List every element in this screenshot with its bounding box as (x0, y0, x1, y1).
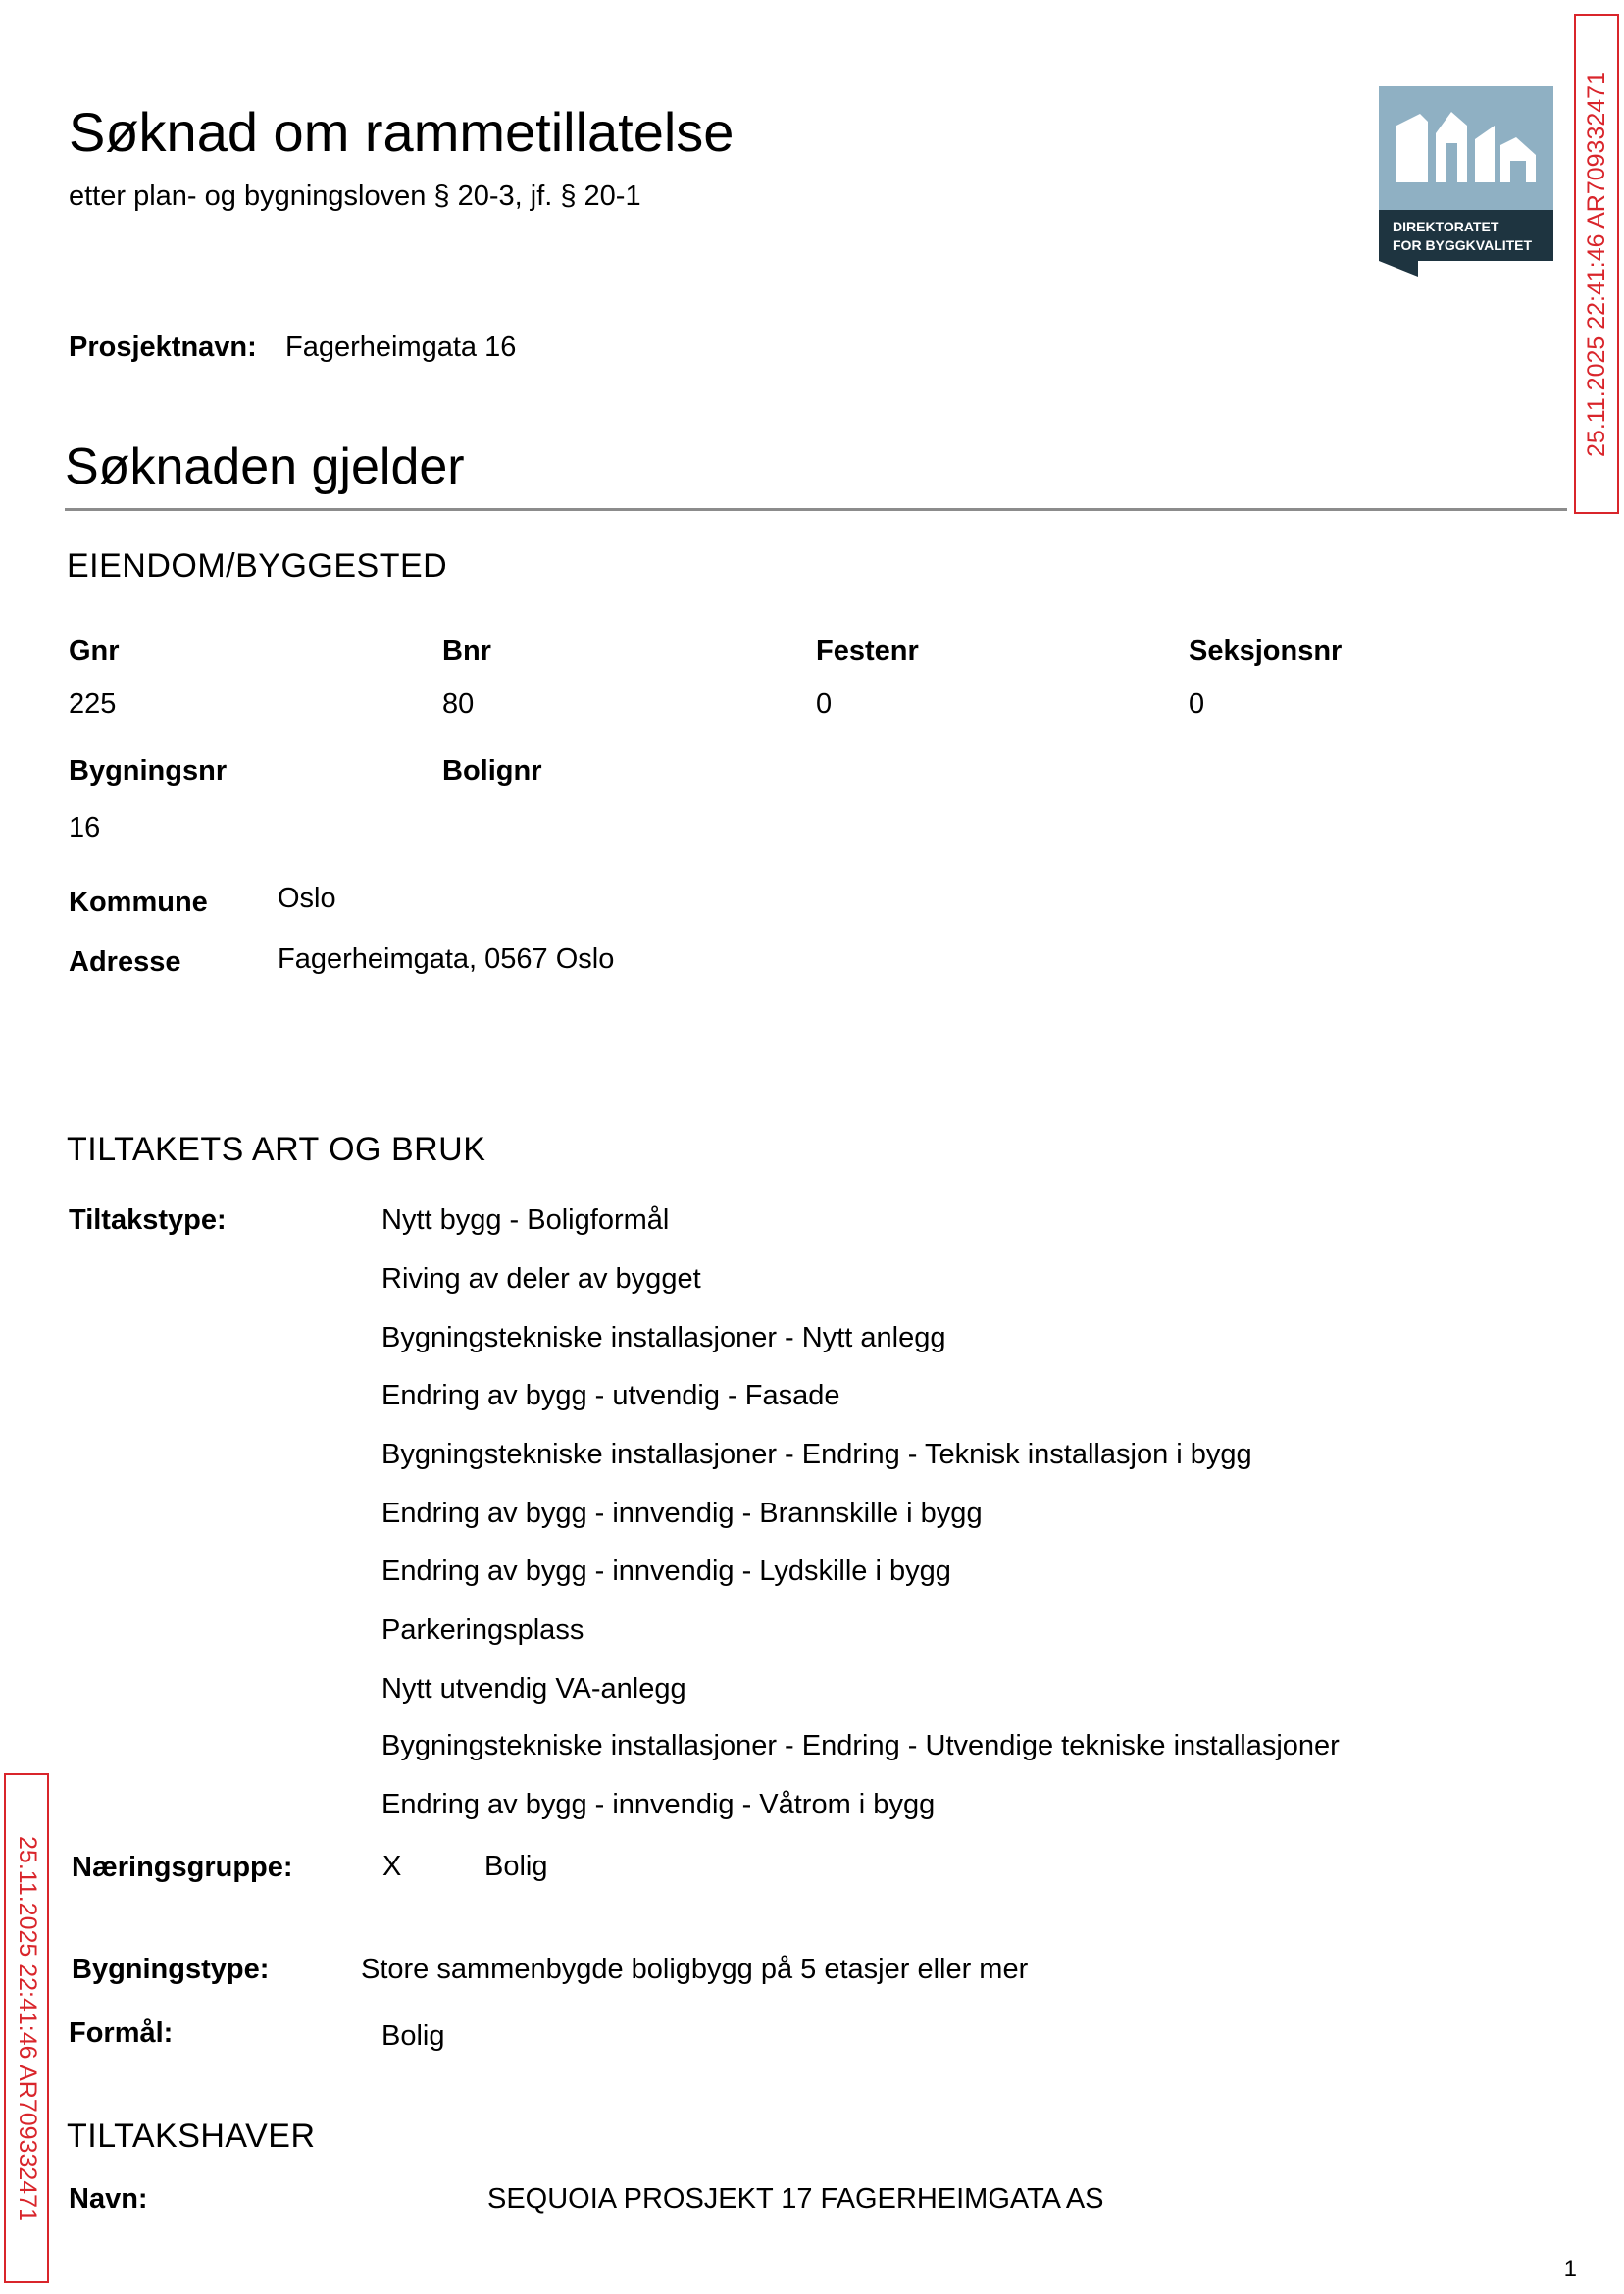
document-subtitle: etter plan- og bygningsloven § 20-3, jf. § 20-1 (69, 180, 641, 212)
tiltakstype-item: Endring av bygg - utvendig - Fasade (381, 1380, 840, 1411)
naeringsgruppe-label: Næringsgruppe: (72, 1852, 293, 1883)
adresse-label: Adresse (69, 946, 181, 978)
adresse-value: Fagerheimgata, 0567 Oslo (278, 943, 615, 975)
section-divider (65, 508, 1567, 511)
bygningstype-label: Bygningstype: (72, 1954, 270, 1985)
date-stamp-bottom: 25.11.2025 22:41:46 AR709332471 (4, 1773, 49, 2283)
bygningsnr-value: 16 (69, 812, 101, 843)
bnr-value: 80 (442, 688, 475, 720)
naeringsgruppe-code: X (382, 1851, 402, 1882)
dibk-logo-icon (1379, 86, 1553, 277)
tiltakshaver-name-label: Navn: (69, 2183, 148, 2215)
tiltakstype-item: Bygningstekniske installasjoner - Endring - Utvendige tekniske installasjoner (381, 1730, 1340, 1761)
tiltakstype-item: Parkeringsplass (381, 1614, 584, 1646)
tiltakshaver-heading: TILTAKSHAVER (67, 2117, 316, 2155)
bygningsnr-label: Bygningsnr (69, 755, 228, 787)
gnr-value: 225 (69, 688, 117, 720)
tiltakstype-item: Nytt bygg - Boligformål (381, 1204, 670, 1236)
page-number: 1 (1563, 2256, 1577, 2282)
tiltakstype-label: Tiltakstype: (69, 1204, 227, 1236)
gnr-label: Gnr (69, 636, 120, 667)
eiendom-heading: EIENDOM/BYGGESTED (67, 547, 448, 585)
project-name-value: Fagerheimgata 16 (285, 331, 517, 363)
tiltakstype-item: Riving av deler av bygget (381, 1263, 701, 1295)
festenr-label: Festenr (816, 636, 919, 667)
festenr-value: 0 (816, 688, 833, 720)
tiltakstype-item: Endring av bygg - innvendig - Brannskille i bygg (381, 1498, 983, 1529)
bygningstype-value: Store sammenbygde boligbygg på 5 etasjer eller mer (361, 1954, 1029, 1985)
bnr-label: Bnr (442, 636, 491, 667)
bolignr-label: Bolignr (442, 755, 542, 787)
tiltakshaver-name-value: SEQUOIA PROSJEKT 17 FAGERHEIMGATA AS (487, 2183, 1104, 2215)
tiltakstype-item: Endring av bygg - innvendig - Lydskille i bygg (381, 1555, 951, 1587)
kommune-label: Kommune (69, 887, 208, 918)
section-title: Søknaden gjelder (65, 438, 465, 495)
formal-label: Formål: (69, 2017, 174, 2049)
document-title: Søknad om rammetillatelse (69, 101, 735, 163)
kommune-value: Oslo (278, 883, 336, 914)
tiltakstype-item: Endring av bygg - innvendig - Våtrom i bygg (381, 1789, 936, 1820)
logo-line-2: FOR BYGGKVALITET (1393, 237, 1533, 253)
project-name-label: Prosjektnavn: (69, 331, 257, 363)
naeringsgruppe-value: Bolig (484, 1851, 548, 1882)
seksjonsnr-label: Seksjonsnr (1189, 636, 1343, 667)
logo-line-1: DIREKTORATET (1393, 219, 1499, 234)
date-stamp-top: 25.11.2025 22:41:46 AR709332471 (1574, 14, 1619, 514)
seksjonsnr-value: 0 (1189, 688, 1205, 720)
tiltakstype-item: Bygningstekniske installasjoner - Endring - Teknisk installasjon i bygg (381, 1439, 1252, 1470)
tiltakstype-item: Nytt utvendig VA-anlegg (381, 1673, 686, 1705)
tiltakstype-item: Bygningstekniske installasjoner - Nytt anlegg (381, 1322, 946, 1353)
formal-value: Bolig (381, 2020, 445, 2052)
tiltak-heading: TILTAKETS ART OG BRUK (67, 1131, 486, 1168)
